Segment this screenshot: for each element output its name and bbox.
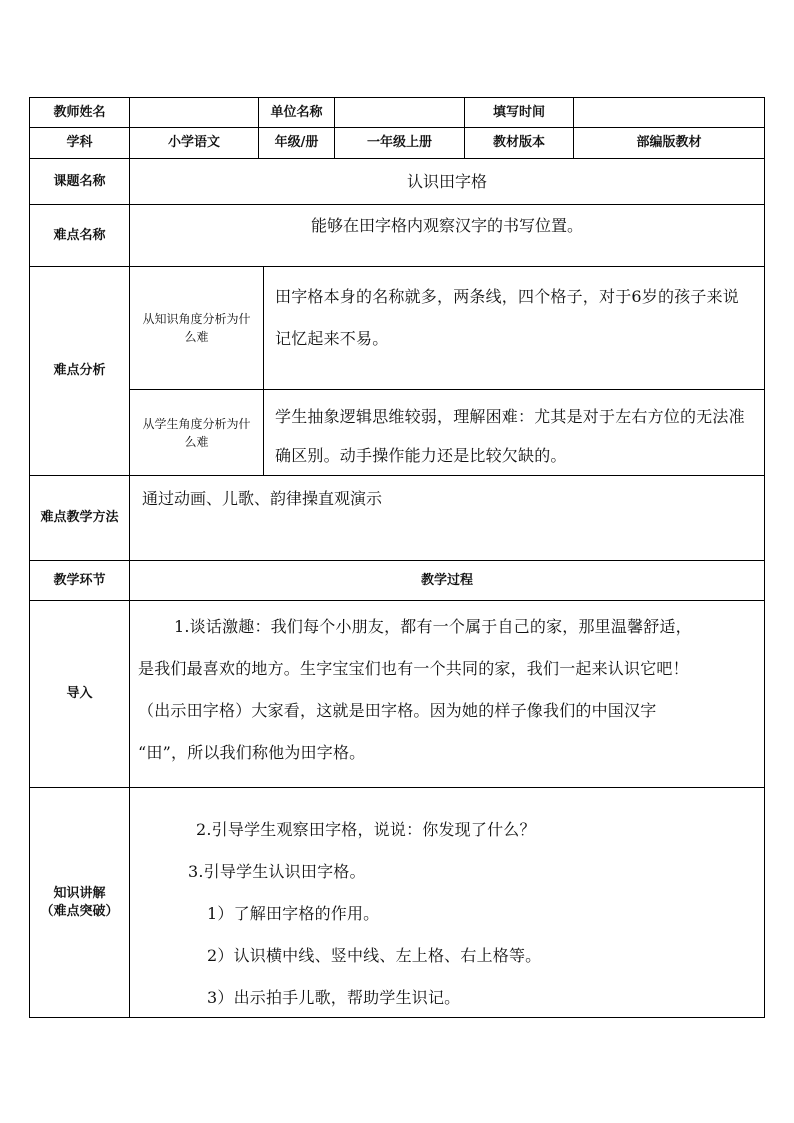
analysis-label-text: 难点分析 bbox=[53, 363, 106, 379]
subject-label-text: 学科 bbox=[66, 135, 93, 151]
knowledge-line-1: 2.引导学生观察田字格，说说：你发现了什么？ bbox=[196, 820, 536, 839]
knowledge-line-3: 1）了解田字格的作用。 bbox=[207, 904, 380, 923]
lesson-value-text: 认识田字格 bbox=[406, 171, 487, 191]
intro-line-2: 是我们最喜欢的地方。生字宝宝们也有一个共同的家，我们一起来认识它吧！ bbox=[138, 659, 689, 678]
subject-value-text: 小学语文 bbox=[167, 135, 220, 151]
lesson-label bbox=[29, 158, 130, 205]
student-angle-label bbox=[129, 389, 264, 476]
textbook-label bbox=[464, 127, 574, 159]
teacher-name-value[interactable] bbox=[129, 97, 259, 128]
intro-line-3: （出示田字格）大家看，这就是田字格。因为她的样子像我们的中国汉字 bbox=[138, 701, 657, 720]
grade-value bbox=[334, 127, 465, 159]
difficulty-label bbox=[29, 204, 130, 267]
subject-value bbox=[129, 127, 259, 159]
method-value-text: 通过动画、儿歌、韵律操直观演示 bbox=[142, 489, 383, 508]
stage-label-text: 教学环节 bbox=[53, 572, 106, 588]
lesson-value bbox=[129, 158, 765, 205]
fill-time-value[interactable] bbox=[573, 97, 765, 128]
method-label bbox=[29, 475, 130, 561]
unit-name-label bbox=[258, 97, 335, 128]
fill-time-label-text: 填写时间 bbox=[492, 104, 545, 120]
grade-label-text: 年级/册 bbox=[274, 135, 319, 151]
method-value bbox=[129, 475, 765, 561]
process-label bbox=[129, 560, 765, 601]
knowledge-line-2: 3.引导学生认识田字格。 bbox=[188, 862, 366, 881]
grade-value-text: 一年级上册 bbox=[366, 135, 432, 151]
intro-content bbox=[129, 600, 765, 788]
knowledge-explanation-label-line2: （难点突破） bbox=[40, 903, 119, 919]
student-angle-value bbox=[263, 389, 765, 476]
intro-line-1: 1.谈话激趣：我们每个小朋友，都有一个属于自己的家，那里温馨舒适， bbox=[174, 617, 692, 636]
unit-name-value[interactable] bbox=[334, 97, 465, 128]
knowledge-explanation-content bbox=[129, 787, 765, 1018]
knowledge-angle-value-text: 田字格本身的名称就多，两条线，四个格子，对于6岁的孩子来说记忆起来不易。 bbox=[275, 287, 739, 348]
grade-label bbox=[258, 127, 335, 159]
textbook-label-text: 教材版本 bbox=[492, 135, 545, 151]
stage-label bbox=[29, 560, 130, 601]
knowledge-line-4: 2）认识横中线、竖中线、左上格、右上格等。 bbox=[207, 946, 542, 965]
teacher-name-label-text: 教师姓名 bbox=[53, 104, 106, 120]
difficulty-label-text: 难点名称 bbox=[53, 227, 106, 243]
student-angle-label-text: 从学生角度分析为什么难 bbox=[142, 416, 251, 449]
student-angle-value-text: 学生抽象逻辑思维较弱，理解困难：尤其是对于左右方位的无法准确区别。动手操作能力还是比较欠缺的。 bbox=[275, 407, 745, 465]
analysis-label bbox=[29, 266, 130, 476]
knowledge-angle-label bbox=[129, 266, 264, 390]
intro-label-text: 导入 bbox=[66, 686, 93, 702]
difficulty-value bbox=[129, 204, 765, 267]
knowledge-angle-text-block bbox=[275, 276, 755, 360]
knowledge-angle-label-text: 从知识角度分析为什么难 bbox=[142, 312, 251, 344]
student-angle-text-block bbox=[275, 397, 755, 475]
intro-label bbox=[29, 600, 130, 788]
knowledge-explanation-label bbox=[29, 787, 130, 1018]
intro-line-4: “田”，所以我们称他为田字格。 bbox=[138, 743, 366, 762]
knowledge-explanation-label-line1: 知识讲解 bbox=[53, 885, 106, 901]
teacher-name-label bbox=[29, 97, 130, 128]
fill-time-label bbox=[464, 97, 574, 128]
method-label-text: 难点教学方法 bbox=[40, 510, 119, 526]
difficulty-value-text: 能够在田字格内观察汉字的书写位置。 bbox=[310, 216, 583, 235]
intro-text-block bbox=[138, 606, 758, 774]
unit-name-label-text: 单位名称 bbox=[270, 104, 323, 120]
knowledge-explanation-text-block bbox=[188, 809, 748, 1019]
knowledge-angle-value bbox=[263, 266, 765, 390]
textbook-value-text: 部编版教材 bbox=[636, 135, 702, 151]
subject-label bbox=[29, 127, 130, 159]
lesson-label-text: 课题名称 bbox=[53, 173, 106, 189]
textbook-value bbox=[573, 127, 765, 159]
knowledge-line-5: 3）出示拍手儿歌，帮助学生识记。 bbox=[207, 988, 461, 1007]
process-label-text: 教学过程 bbox=[420, 572, 473, 588]
